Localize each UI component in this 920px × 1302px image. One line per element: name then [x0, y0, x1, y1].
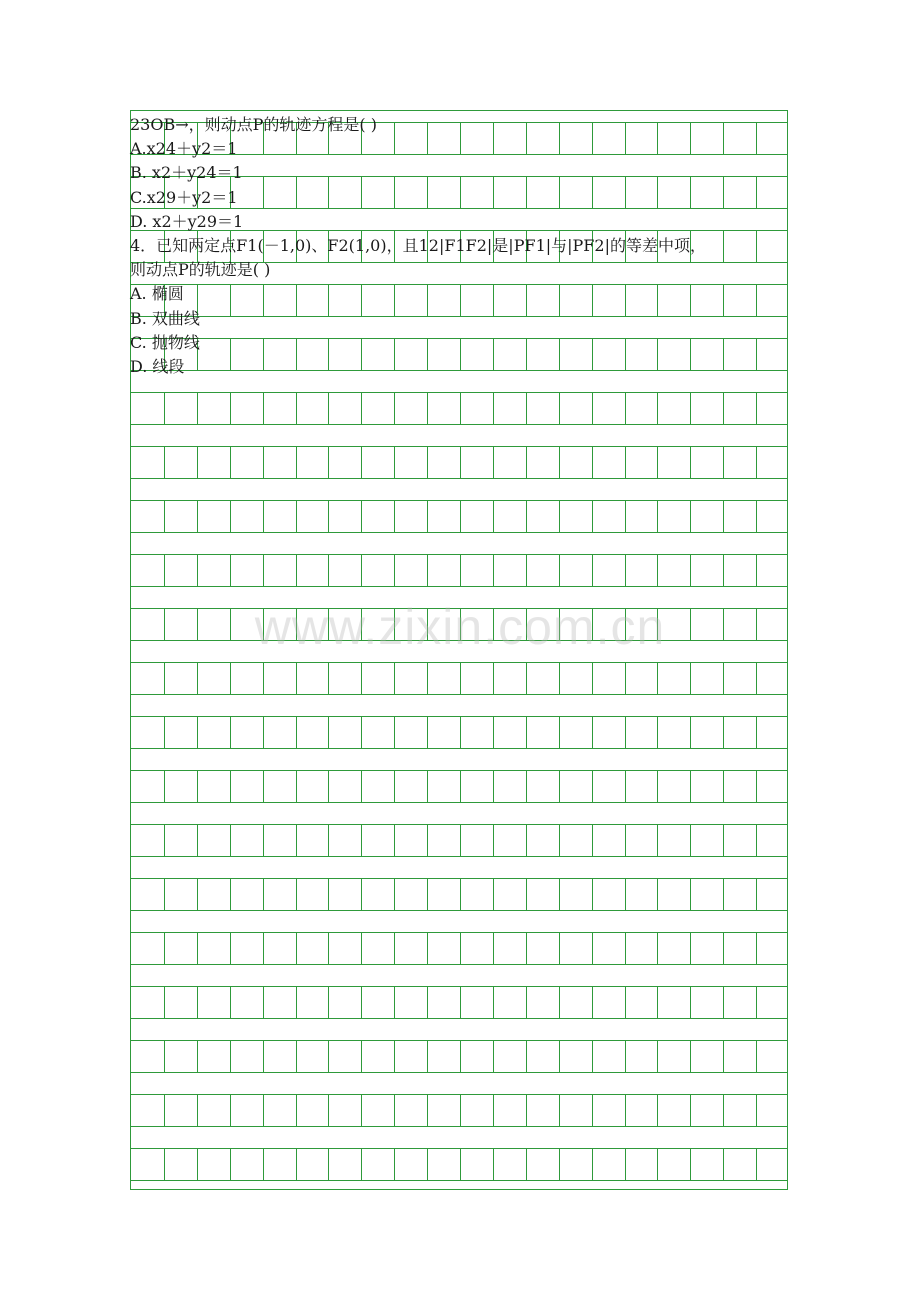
- question-4-option-d: D. 线段: [130, 356, 185, 376]
- question-3-option-b: B. x2＋y24＝1: [130, 163, 243, 183]
- question-4-option-b: B. 双曲线: [130, 308, 200, 328]
- question-3-option-c: C.x29＋y2＝1: [130, 187, 238, 207]
- question-3-option-a: A.x24＋y2＝1: [130, 139, 238, 159]
- question-3-stem-tail: 23OB→，则动点P的轨迹方程是( ): [130, 115, 377, 134]
- question-3-option-d: D. x2＋y29＝1: [130, 211, 244, 231]
- question-4-stem-continued: 则动点P的轨迹是( ): [130, 260, 271, 280]
- question-4-option-a: A. 椭圆: [130, 284, 184, 304]
- watermark: www.zixin.com.cn: [254, 599, 666, 655]
- question-4-stem: 4．已知两定点F1(－1,0)、F2(1,0)，且12|F1F2|是|PF1|与|PF2|的等差中项，: [130, 235, 706, 255]
- question-text: [130, 113, 790, 379]
- question-4-option-c: C. 抛物线: [130, 332, 200, 352]
